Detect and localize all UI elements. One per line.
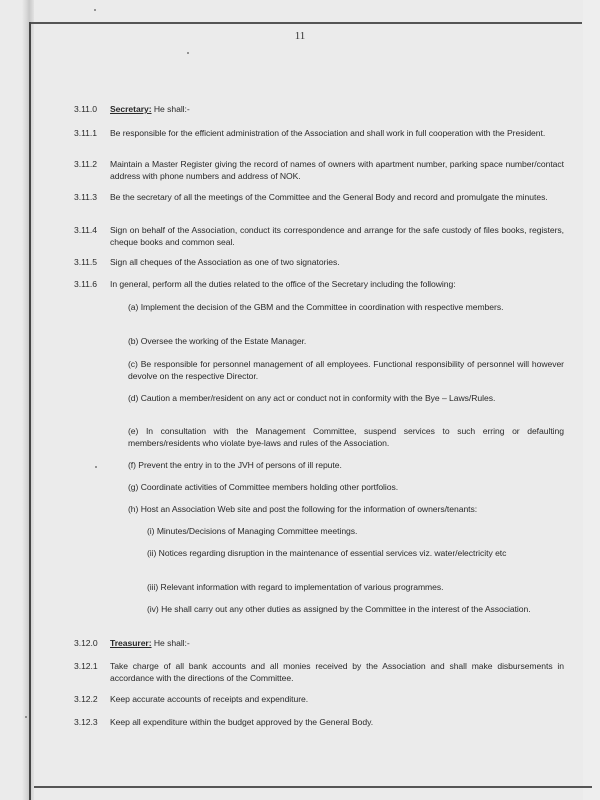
clause-number: 3.11.2 xyxy=(74,159,97,169)
clause-text: Take charge of all bank accounts and all monies received by the Association and shall make disbursements in accordance with the directions of the Committee. xyxy=(110,661,564,683)
section-title: Treasurer: xyxy=(110,638,152,648)
duty-item: (a) Implement the decision of the GBM and the Committee in coordination with respective members. xyxy=(128,302,504,312)
section-title-suffix: He shall:- xyxy=(151,638,190,648)
clause-number: 3.12.1 xyxy=(74,661,98,671)
page-number: 11 xyxy=(294,30,306,42)
clause-text: Keep accurate accounts of receipts and expenditure. xyxy=(110,694,309,704)
clause xyxy=(74,661,564,684)
scan-speck xyxy=(25,716,27,718)
clause-text: Sign all cheques of the Association as one of two signatories. xyxy=(110,257,340,267)
clause-number: 3.12.3 xyxy=(74,717,98,727)
clause xyxy=(74,225,564,248)
clause-number: 3.11.3 xyxy=(74,192,97,202)
web-item: (iii) Relevant information with regard to implementation of various programmes. xyxy=(147,582,444,592)
clause xyxy=(74,694,564,706)
scan-speck xyxy=(94,9,96,11)
scan-speck xyxy=(95,466,97,468)
clause-text: Be responsible for the efficient administration of the Association and shall work in full cooperation with the President. xyxy=(110,128,546,138)
clause xyxy=(74,717,564,729)
duty-item: (h) Host an Association Web site and post the following for the information of owners/tenants: xyxy=(128,504,478,514)
page-border-top xyxy=(29,22,582,24)
clause-number: 3.11.1 xyxy=(74,128,97,138)
web-item: (i) Minutes/Decisions of Managing Committee meetings. xyxy=(147,526,358,536)
page-border-left xyxy=(29,22,31,800)
clause xyxy=(74,192,564,204)
page-border-bottom xyxy=(34,786,592,788)
clause-number: 3.12.2 xyxy=(74,694,98,704)
clause xyxy=(74,257,564,269)
web-item: (iv) He shall carry out any other duties as assigned by the Committee in the interest of the Association. xyxy=(147,604,531,614)
duty-item: (f) Prevent the entry in to the JVH of persons of ill repute. xyxy=(128,460,342,470)
scan-edge xyxy=(583,0,600,800)
duty-item: (d) Caution a member/resident on any act or conduct not in conformity with the Bye – Laws/Rules. xyxy=(128,393,496,403)
scan-binding-shadow xyxy=(22,0,34,800)
clause xyxy=(74,279,564,291)
section-title-suffix: He shall:- xyxy=(151,104,190,114)
clause xyxy=(74,128,564,140)
duty-item: (b) Oversee the working of the Estate Manager. xyxy=(128,336,307,346)
clause-text: Maintain a Master Register giving the record of names of owners with apartment number, parking space number/contact address with phone numbers and address of NOK. xyxy=(110,159,564,181)
clause-number: 3.11.5 xyxy=(74,257,97,267)
clause-number: 3.11.0 xyxy=(74,104,97,114)
web-item: (ii) Notices regarding disruption in the maintenance of essential services viz. water/electricity etc xyxy=(147,548,507,558)
scan-speck xyxy=(187,52,189,54)
section-heading-secretary xyxy=(74,104,564,116)
clause-number: 3.12.0 xyxy=(74,638,98,648)
clause-text: Be the secretary of all the meetings of the Committee and the General Body and record and promulgate the minutes. xyxy=(110,192,548,202)
duty-item: (c) Be responsible for personnel management of all employees. Functional responsibility of personnel will however devolve on the respective Director. xyxy=(128,359,564,381)
clause-number: 3.11.4 xyxy=(74,225,97,235)
duty-item: (e) In consultation with the Management Committee, suspend services to such erring or defaulting members/residents who violate bye-laws and rules of the Association. xyxy=(128,426,564,448)
duty-item: (g) Coordinate activities of Committee members holding other portfolios. xyxy=(128,482,399,492)
section-title: Secretary: xyxy=(110,104,152,114)
clause xyxy=(74,159,564,182)
section-heading-treasurer xyxy=(74,638,564,650)
clause-number: 3.11.6 xyxy=(74,279,97,289)
clause-text: In general, perform all the duties related to the office of the Secretary including the following: xyxy=(110,279,456,289)
clause-text: Keep all expenditure within the budget approved by the General Body. xyxy=(110,717,374,727)
clause-text: Sign on behalf of the Association, conduct its correspondence and arrange for the safe custody of files books, registers, cheque books and common seal. xyxy=(110,225,564,247)
